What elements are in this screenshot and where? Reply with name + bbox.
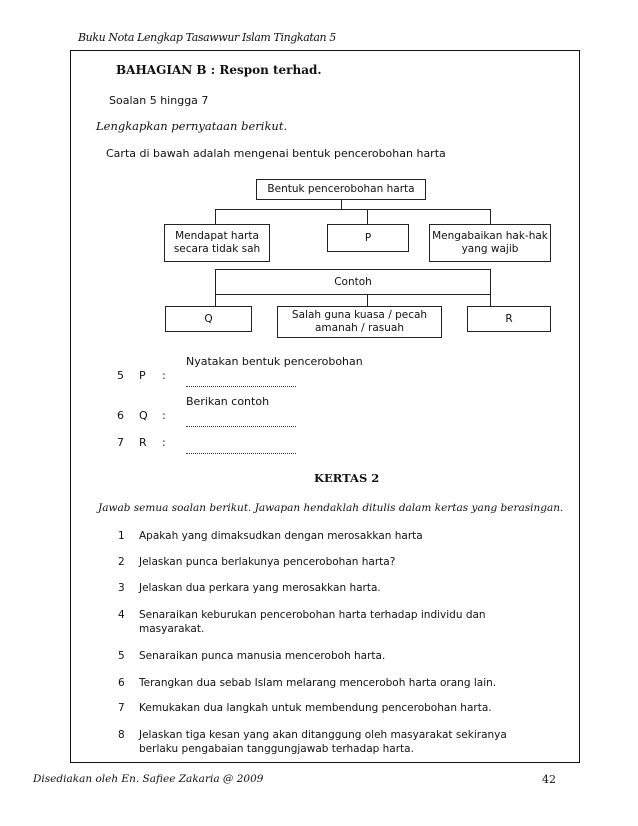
q-label: Q: [139, 409, 148, 422]
question-number: 5: [118, 650, 125, 662]
chart-middle-box: P: [327, 224, 409, 252]
r-label: R: [139, 436, 147, 449]
connector: [215, 295, 216, 306]
question-number: 8: [118, 729, 125, 741]
question-number: 3: [118, 582, 125, 594]
question-text: Jelaskan punca berlakunya pencerobohan harta?: [139, 556, 396, 568]
question-number: 7: [118, 702, 125, 714]
page-number: 42: [542, 773, 556, 786]
question-text: Apakah yang dimaksudkan dengan merosakkan harta: [139, 530, 423, 542]
chart-q-box: Q: [165, 306, 252, 332]
question-text: Senaraikan keburukan pencerobohan harta terhadap individu dan masyarakat.: [139, 609, 486, 635]
r-answer-blank[interactable]: [186, 439, 296, 458]
connector: [490, 209, 491, 224]
chart-left-box: Mendapat harta secara tidak sah: [164, 224, 270, 262]
question-text: Kemukakan dua langkah untuk membendung pencerobohan harta.: [139, 702, 492, 714]
q-number: 6: [117, 409, 124, 422]
p-answer-blank[interactable]: [186, 372, 296, 391]
chart-ex-middle-box: Salah guna kuasa / pecah amanah / rasuah: [277, 306, 442, 338]
chart-root-box: Bentuk pencerobohan harta: [256, 179, 426, 200]
section-subtitle: Soalan 5 hingga 7: [109, 94, 209, 107]
chart-example-box: Contoh: [215, 269, 491, 295]
chart-intro: Carta di bawah adalah mengenai bentuk pencerobohan harta: [106, 147, 446, 160]
question-number: 2: [118, 556, 125, 568]
q-colon: :: [162, 409, 166, 422]
p-number: 5: [117, 369, 124, 382]
question-text: Jelaskan tiga kesan yang akan ditanggung oleh masyarakat sekiranya berlaku pengabaian tanggungjawab terhadap harta.: [139, 729, 507, 755]
question-number: 1: [118, 530, 125, 542]
p-label: P: [139, 369, 146, 382]
instruction: Lengkapkan pernyataan berikut.: [96, 119, 288, 133]
q-prompt: Berikan contoh: [186, 395, 270, 408]
kertas-title: KERTAS 2: [314, 471, 380, 485]
p-prompt: Nyatakan bentuk pencerobohan: [186, 355, 363, 368]
r-number: 7: [117, 436, 124, 449]
connector: [215, 209, 216, 224]
p-colon: :: [162, 369, 166, 382]
q-answer-blank[interactable]: [186, 412, 296, 431]
question-number: 6: [118, 677, 125, 689]
footer-credit: Disediakan oleh En. Safiee Zakaria @ 2009: [33, 773, 264, 785]
r-colon: :: [162, 436, 166, 449]
connector: [367, 295, 368, 306]
kertas-instruction: Jawab semua soalan berikut. Jawapan hendaklah ditulis dalam kertas yang berasingan.: [98, 502, 564, 514]
question-number: 4: [118, 609, 125, 621]
question-text: Jelaskan dua perkara yang merosakkan harta.: [139, 582, 381, 594]
connector: [215, 209, 491, 210]
question-text: Senaraikan punca manusia menceroboh harta.: [139, 650, 386, 662]
chart-right-box: Mengabaikan hak-hak yang wajib: [429, 224, 551, 262]
chart-r-box: R: [467, 306, 551, 332]
connector: [341, 200, 342, 209]
connector: [367, 209, 368, 224]
question-text: Terangkan dua sebab Islam melarang menceroboh harta orang lain.: [139, 677, 497, 689]
section-title: BAHAGIAN B : Respon terhad.: [116, 63, 322, 77]
running-header: Buku Nota Lengkap Tasawwur Islam Tingkatan 5: [78, 31, 336, 44]
connector: [490, 295, 491, 306]
